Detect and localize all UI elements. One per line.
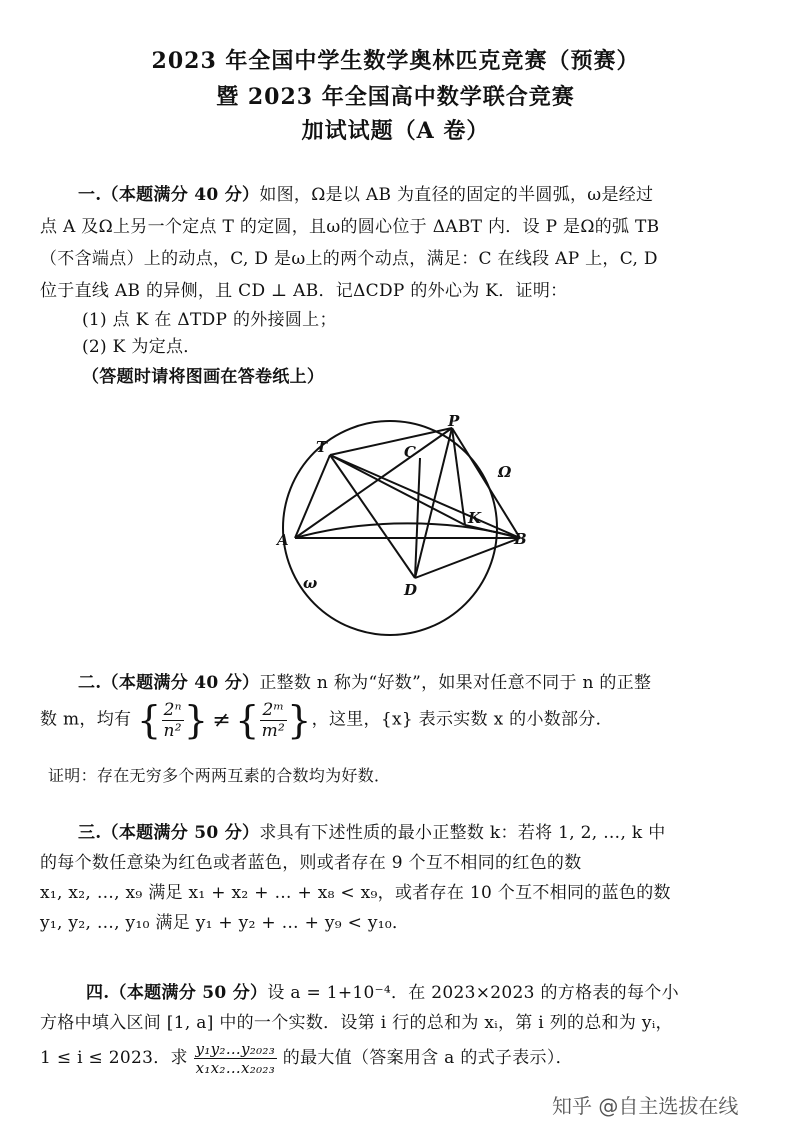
q3-line-1 [78,818,666,843]
q3-line-3: x₁, x₂, …, x₉ 满足 x₁ + x₂ + … + x₈ < x₉，或者存在 10 个互不相同的蓝色的数 [40,883,671,903]
segment-PB [452,428,520,538]
q4-frac-den: x₁x₂…x₂₀₂₃ [195,1059,276,1077]
q4-number: 四. [86,983,110,1003]
q4-fraction [194,1040,278,1077]
q4-line-2: 方格中填入区间 [1, a] 中的一个实数．设第 i 行的总和为 xᵢ，第 i 列的总和为 yᵢ， [40,1013,673,1033]
label-C: C [404,443,416,461]
q1-line-2: 点 A 及Ω上另一个定点 T 的定圆，且ω的圆心位于 ΔABT 内．设 P 是Ω的弧 TB [40,217,660,237]
q1-line-3: （不含端点）上的动点，C, D 是ω上的两个动点，满足：C 在线段 AP 上，C, D [40,249,658,269]
q1-number: 一. [78,185,102,205]
q4-line-3 [40,1040,573,1077]
q2-number: 二. [78,673,102,693]
q2-text-1: 正整数 n 称为“好数”，如果对任意不同于 n 的正整 [259,673,652,693]
q4-text-1: 设 a = 1+10⁻⁴．在 2023×2023 的方格表的每个小 [267,983,679,1003]
q3-text-1: 求具有下述性质的最小正整数 k：若将 1, 2, …, k 中 [259,823,666,843]
q2-points: （本题满分 40 分） [101,673,260,693]
segment-DB [415,538,520,578]
label-D: D [404,581,418,599]
q2-text-2b: ，这里，{x} 表示实数 x 的小数部分． [311,709,613,730]
label-K: K [468,509,482,527]
label-T: T [316,438,328,456]
q1-line-4: 位于直线 AB 的异侧，且 CD ⊥ AB．记ΔCDP 的外心为 K．证明： [40,281,568,301]
q1-text-1: 如图，Ω是以 AB 为直径的固定的半圆弧，ω是经过 [259,185,654,205]
q4-text-3b: 的最大值（答案用含 a 的式子表示）． [282,1048,573,1068]
q2-frac1-num: 2ⁿ [162,700,184,721]
q2-frac2-num: 2ᵐ [260,700,288,721]
q4-line-1 [86,978,679,1003]
q3-points: （本题满分 50 分） [101,823,260,843]
q2-frac1-den: n² [163,720,182,741]
q3-line-2: 的每个数任意染为红色或者蓝色，则或者存在 9 个互不相同的红色的数 [40,853,582,873]
q1-note: （答题时请将图画在答卷纸上） [82,367,325,387]
q2-fraction-n [162,700,184,741]
q1-item-2: (2) K 为定点． [82,337,201,357]
q4-frac-num: y₁y₂…y₂₀₂₃ [195,1040,276,1058]
q1-points: （本题满分 40 分） [101,185,260,205]
label-P: P [448,412,460,430]
q2-fraction-m [260,700,288,741]
q1-item-1: (1) 点 K 在 ΔTDP 的外接圆上； [82,310,337,330]
q2-text-2a: 数 m，均有 [40,709,132,730]
label-A: A [277,531,289,549]
label-omega: ω [303,574,318,592]
q4-text-3a: 1 ≤ i ≤ 2023．求 [40,1048,188,1068]
watermark: 知乎 @自主选拔在线 [552,1094,739,1118]
title-line-2: 暨 2023 年全国高中数学联合竞赛 [216,84,575,110]
label-B: B [514,530,527,548]
q2-line-3: 证明：存在无穷多个两两互素的合数均为好数． [48,766,391,785]
q2-line-2: 数 m，均有 { $\frac{\text{2ⁿ}}{\text{n²}}$ } ≠ { $\frac{\text{2ᵐ}}{\text{m²}}$ }，这里，{x} 表示实数 x 的小数部分． [40,698,613,742]
title-line-1: 2023 年全国中学生数学奥林匹克竞赛（预赛） [151,48,640,74]
q3-line-4: y₁, y₂, …, y₁₀ 满足 y₁ + y₂ + … + y₉ < y₁₀． [40,913,410,933]
title-line-3: 加试试题（A 卷） [301,118,490,144]
q2-frac2-den: m² [261,720,286,741]
q3-number: 三. [78,823,102,843]
q2-neq: ≠ [212,707,232,733]
q4-points: （本题满分 50 分） [109,983,268,1003]
label-Omega: Ω [498,463,512,481]
q2-line-1 [78,668,651,693]
